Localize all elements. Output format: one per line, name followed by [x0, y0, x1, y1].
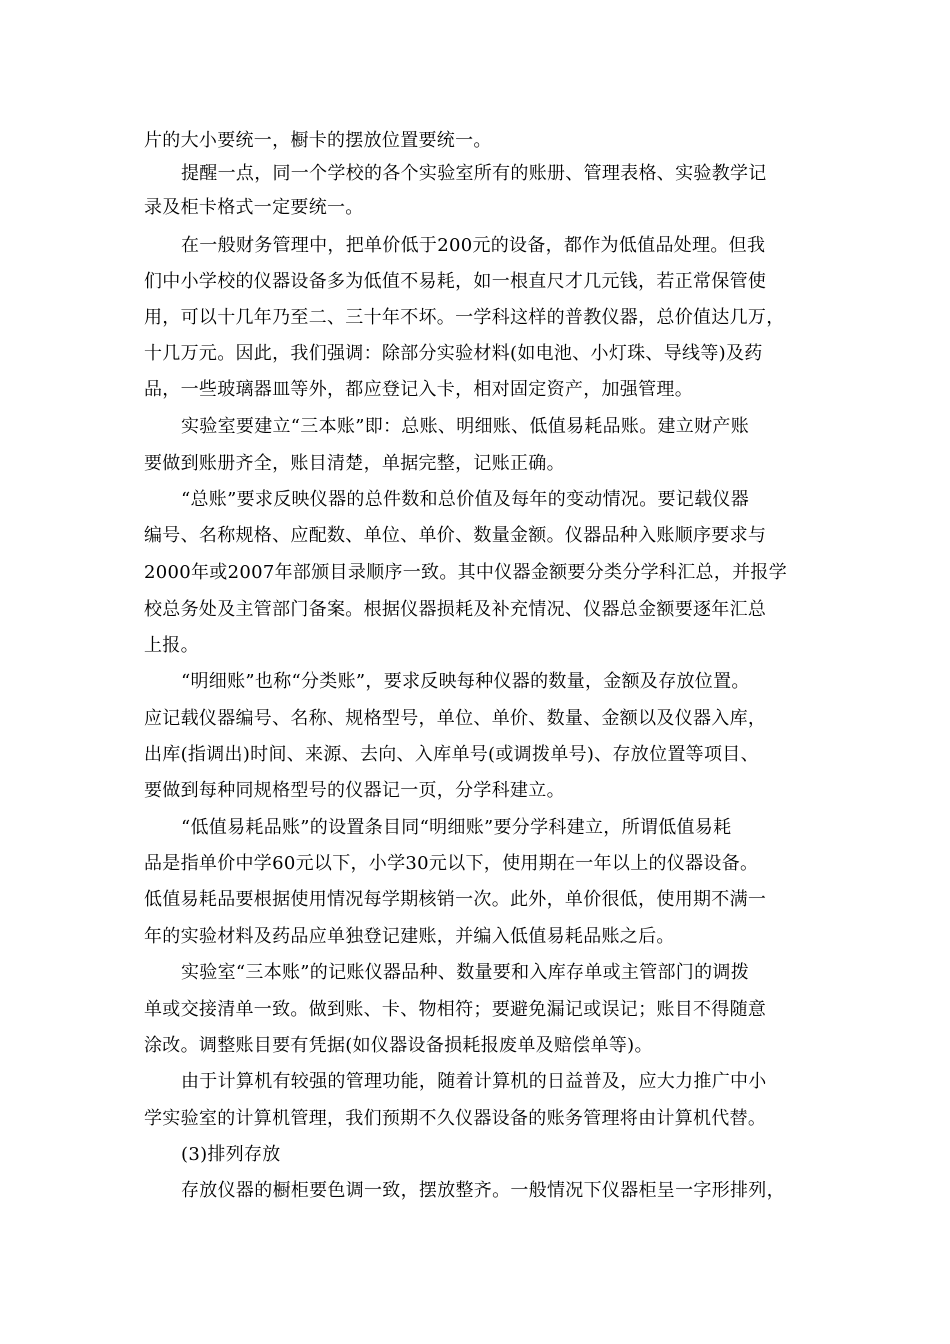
paragraph-start-line: 提醒一点，同一个学校的各个实验室所有的账册、管理表格、实验教学记 [181, 163, 767, 184]
paragraph-start-line: 存放仪器的橱柜要色调一致，摆放整齐。一般情况下仪器柜呈一字形排列， [181, 1180, 785, 1201]
paragraph-start-line: 由于计算机有较强的管理功能，随着计算机的日益普及，应大力推广中小 [181, 1071, 767, 1092]
paragraph-start-line: 实验室“三本账”的记账仪器品种、数量要和入库存单或主管部门的调拨 [181, 962, 750, 983]
text-line: 要做到账册齐全，账目清楚，单据完整，记账正确。 [144, 453, 565, 474]
text-line: 低值易耗品要根据使用情况每学期核销一次。此外，单价很低，使用期不满一 [144, 889, 767, 910]
text-line: 们中小学校的仪器设备多为低值不易耗，如一根直尺才几元钱，若正常保管使 [144, 271, 767, 292]
text-line: 校总务处及主管部门备案。根据仪器损耗及补充情况、仪器总金额要逐年汇总 [144, 599, 767, 620]
text-line: 十几万元。因此，我们强调：除部分实验材料(如电池、小灯珠、导线等)及药 [144, 343, 763, 364]
text-line: 品，一些玻璃器皿等外，都应登记入卡，相对固定资产，加强管理。 [144, 379, 693, 400]
text-line: 应记载仪器编号、名称、规格型号，单位、单价、数量、金额以及仪器入库， [144, 708, 767, 729]
text-line: 2000年或2007年部颁目录顺序一致。其中仪器金额要分类分学科汇总，并报学 [144, 562, 788, 583]
text-line: 出库(指调出)时间、来源、去向、入库单号(或调拨单号)、存放位置等项目、 [144, 744, 759, 765]
paragraph-start-line: 实验室要建立“三本账”即：总账、明细账、低值易耗品账。建立财产账 [181, 416, 750, 437]
text-line: 编号、名称规格、应配数、单位、单价、数量金额。仪器品种入账顺序要求与 [144, 525, 767, 546]
paragraph-start-line: “总账”要求反映仪器的总件数和总价值及每年的变动情况。要记载仪器 [181, 489, 750, 510]
text-line: 年的实验材料及药品应单独登记建账，并编入低值易耗品账之后。 [144, 926, 675, 947]
paragraph-start-line: “低值易耗品账”的设置条目同“明细账”要分学科建立，所谓低值易耗 [181, 817, 732, 838]
paragraph-start-line: 在一般财务管理中，把单价低于200元的设备，都作为低值品处理。但我 [181, 235, 766, 256]
text-line: 片的大小要统一，橱卡的摆放位置要统一。 [144, 130, 492, 151]
text-line: 要做到每种同规格型号的仪器记一页，分学科建立。 [144, 780, 565, 801]
section-heading: (3)排列存放 [181, 1144, 281, 1165]
text-line: 用，可以十几年乃至二、三十年不坏。一学科这样的普教仪器，总价值达几万， [144, 307, 785, 328]
text-line: 涂改。调整账目要有凭据(如仪器设备损耗报废单及赔偿单等)。 [144, 1035, 653, 1056]
text-line: 学实验室的计算机管理，我们预期不久仪器设备的账务管理将由计算机代替。 [144, 1108, 767, 1129]
text-line: 品是指单价中学60元以下，小学30元以下，使用期在一年以上的仪器设备。 [144, 853, 759, 874]
text-line: 上报。 [144, 635, 199, 656]
paragraph-start-line: “明细账”也称“分类账”，要求反映每种仪器的数量，金额及存放位置。 [181, 671, 750, 692]
text-line: 单或交接清单一致。做到账、卡、物相符；要避免漏记或误记；账目不得随意 [144, 999, 767, 1020]
text-line: 录及柜卡格式一定要统一。 [144, 197, 364, 218]
